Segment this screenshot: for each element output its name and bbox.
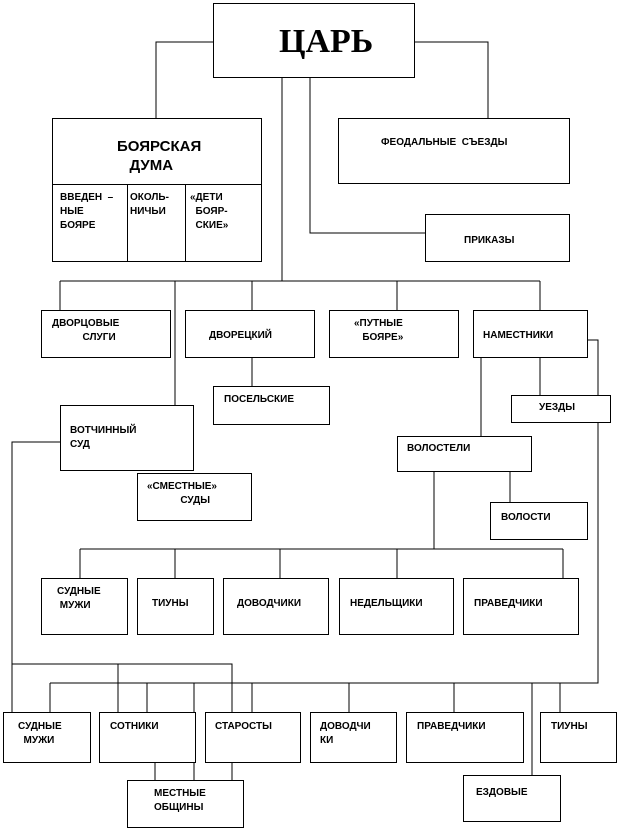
row1-nedelshchiki-box xyxy=(339,578,454,635)
row2-sotniki-box xyxy=(99,712,196,763)
volosti-box xyxy=(490,502,588,540)
boyar-duma-box xyxy=(52,118,262,262)
volosti-label: ВОЛОСТИ xyxy=(501,512,551,523)
smesnye-sudy-label: «СМЕСТНЫЕ» СУДЫ xyxy=(147,481,217,506)
tsar-label: ЦАРЬ xyxy=(279,23,374,60)
dvoretsky-box xyxy=(185,310,315,358)
row1-pravedchiki-box xyxy=(463,578,579,635)
duma-divider xyxy=(53,184,261,185)
duma-col-okolnichie: ОКОЛЬ- НИЧЬИ xyxy=(130,192,169,217)
row2-dovodchiki-box xyxy=(310,712,397,763)
row2-sudnye-muzhi-label: СУДНЫЕ МУЖИ xyxy=(18,721,62,746)
duma-column-divider xyxy=(127,184,128,262)
duma-column-divider xyxy=(185,184,186,262)
row1-nedelshchiki-label: НЕДЕЛЬЩИКИ xyxy=(350,598,423,609)
row2-tiuny-label: ТИУНЫ xyxy=(551,721,588,732)
feudal-congresses-label: ФЕОДАЛЬНЫЕ СЪЕЗДЫ xyxy=(381,137,508,148)
dvoretsky-label: ДВОРЕЦКИЙ xyxy=(209,330,272,341)
palace-servants-box xyxy=(41,310,171,358)
votchinny-sud-box xyxy=(60,405,194,471)
putnye-boyare-box xyxy=(329,310,459,358)
row1-dovodchiki-box xyxy=(223,578,329,635)
row1-sudnye-muzhi-label: СУДНЫЕ МУЖИ xyxy=(57,586,101,611)
feudal-congresses-box xyxy=(338,118,570,184)
uezdy-box xyxy=(511,395,611,423)
putnye-boyare-label: «ПУТНЫЕ БОЯРЕ» xyxy=(354,318,404,343)
uezdy-label: УЕЗДЫ xyxy=(539,402,576,413)
row2-sotniki-label: СОТНИКИ xyxy=(110,721,159,732)
votchinny-sud-label: ВОТЧИННЫЙ СУД xyxy=(70,425,137,450)
mestnye-obshchiny-label: МЕСТНЫЕ ОБЩИНЫ xyxy=(154,788,206,813)
poselskie-label: ПОСЕЛЬСКИЕ xyxy=(224,394,294,405)
row2-sudnye-muzhi-box xyxy=(3,712,91,763)
row1-pravedchiki-label: ПРАВЕДЧИКИ xyxy=(474,598,543,609)
namestniki-box xyxy=(473,310,588,358)
prikazy-label: ПРИКАЗЫ xyxy=(464,235,515,246)
palace-servants-label: ДВОРЦОВЫЕ СЛУГИ xyxy=(52,318,120,343)
row2-starosty-label: СТАРОСТЫ xyxy=(215,721,272,732)
row1-dovodchiki-label: ДОВОДЧИКИ xyxy=(237,598,302,609)
row2-pravedchiki-label: ПРАВЕДЧИКИ xyxy=(417,721,486,732)
row2-starosty-box xyxy=(205,712,301,763)
volosteli-label: ВОЛОСТЕЛИ xyxy=(407,443,471,454)
row2-dovodchiki-label: ДОВОДЧИ КИ xyxy=(320,721,371,746)
namestniki-label: НАМЕСТНИКИ xyxy=(483,330,554,341)
duma-col-deti-boyarskie: «ДЕТИ БОЯР- СКИЕ» xyxy=(190,192,229,231)
ezdovye-label: ЕЗДОВЫЕ xyxy=(476,787,528,798)
ezdovye-box xyxy=(463,775,561,822)
mestnye-obshchiny-box xyxy=(127,780,244,828)
poselskie-box xyxy=(213,386,330,425)
row1-tiuny-label: ТИУНЫ xyxy=(152,598,189,609)
tsar-box xyxy=(213,3,415,78)
smesnye-sudy-box xyxy=(137,473,252,521)
boyar-duma-title: БОЯРСКАЯ ДУМА xyxy=(117,138,202,174)
prikazy-box xyxy=(425,214,570,262)
duma-col-vvedennye-boyare: ВВЕДЕН – НЫЕ БОЯРЕ xyxy=(60,192,114,231)
row2-pravedchiki-box xyxy=(406,712,524,763)
row1-tiuny-box xyxy=(137,578,214,635)
row1-sudnye-muzhi-box xyxy=(41,578,128,635)
volosteli-box xyxy=(397,436,532,472)
row2-tiuny-box xyxy=(540,712,617,763)
